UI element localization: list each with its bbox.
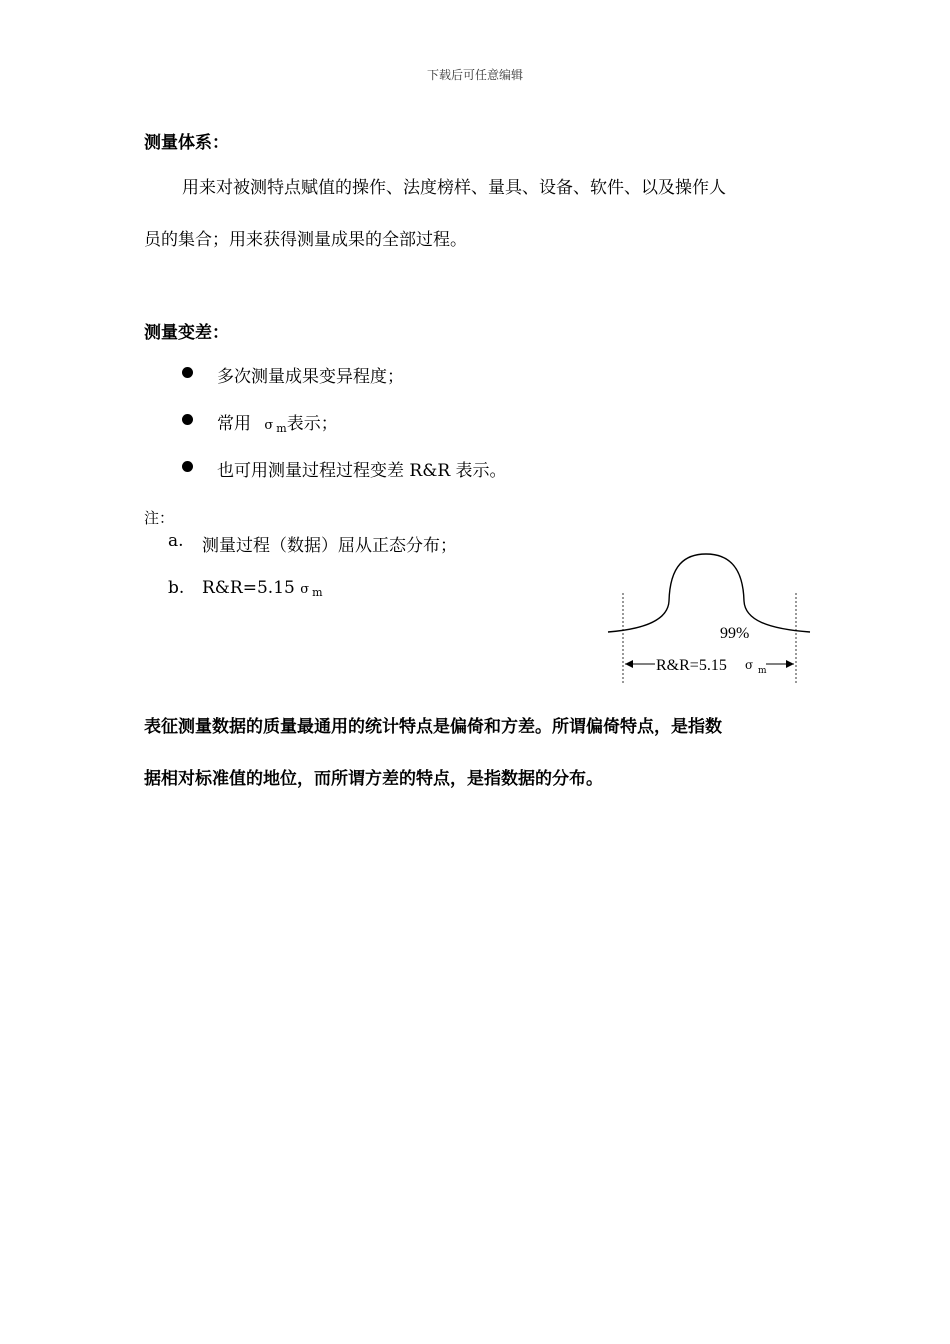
- note-item-b-text: [202, 578, 323, 598]
- left-arrowhead-icon: [625, 660, 633, 668]
- note-item-b-marker: b.: [168, 578, 185, 598]
- bullet-item-1: 多次测量成果变异程度；: [217, 367, 404, 387]
- sigma-symbol: σ: [300, 582, 310, 597]
- bullet-item-2: [217, 409, 338, 434]
- bullet-item-2-text: 常用: [217, 414, 251, 434]
- note-label: 注：: [144, 509, 175, 527]
- page-header: 下载后可任意编辑: [426, 68, 523, 82]
- bell-curve: [608, 554, 810, 632]
- sigma-subscript: m: [312, 586, 323, 599]
- percent-label: 99%: [720, 625, 750, 642]
- sigma-symbol: σ: [264, 418, 274, 433]
- rr-formula: R&R=5.15: [202, 578, 295, 598]
- conclusion-line-1: 表征测量数据的质量最通用的统计特点是偏倚和方差。所谓偏倚特点，是指数: [144, 717, 722, 737]
- bullet-item-3: 也可用测量过程过程变差 R&R 表示。: [217, 461, 507, 481]
- sigma-subscript: m: [276, 422, 287, 435]
- figure-sigma-subscript: m: [758, 666, 767, 676]
- measurement-system-line-2: 员的集合；用来获得测量成果的全部过程。: [144, 230, 467, 250]
- conclusion-line-2: 据相对标准值的地位，而所谓方差的特点，是指数据的分布。: [144, 769, 603, 789]
- normal-distribution-figure: [600, 545, 820, 690]
- figure-sigma: σ: [745, 658, 754, 672]
- bullet-icon: [182, 367, 193, 378]
- measurement-variation-heading: 测量变差：: [144, 323, 229, 343]
- right-arrowhead-icon: [786, 660, 794, 668]
- measurement-system-heading: 测量体系：: [144, 133, 229, 153]
- note-item-a-text: 测量过程（数据）屈从正态分布；: [202, 536, 457, 556]
- bullet-icon: [182, 414, 193, 425]
- bullet-icon: [182, 461, 193, 472]
- rr-label: R&R=5.15: [656, 657, 727, 674]
- note-item-a-marker: a.: [168, 531, 184, 551]
- bullet-item-2-tail: 表示；: [286, 414, 338, 434]
- measurement-system-line-1: 用来对被测特点赋值的操作、法度榜样、量具、设备、软件、以及操作人: [182, 178, 726, 198]
